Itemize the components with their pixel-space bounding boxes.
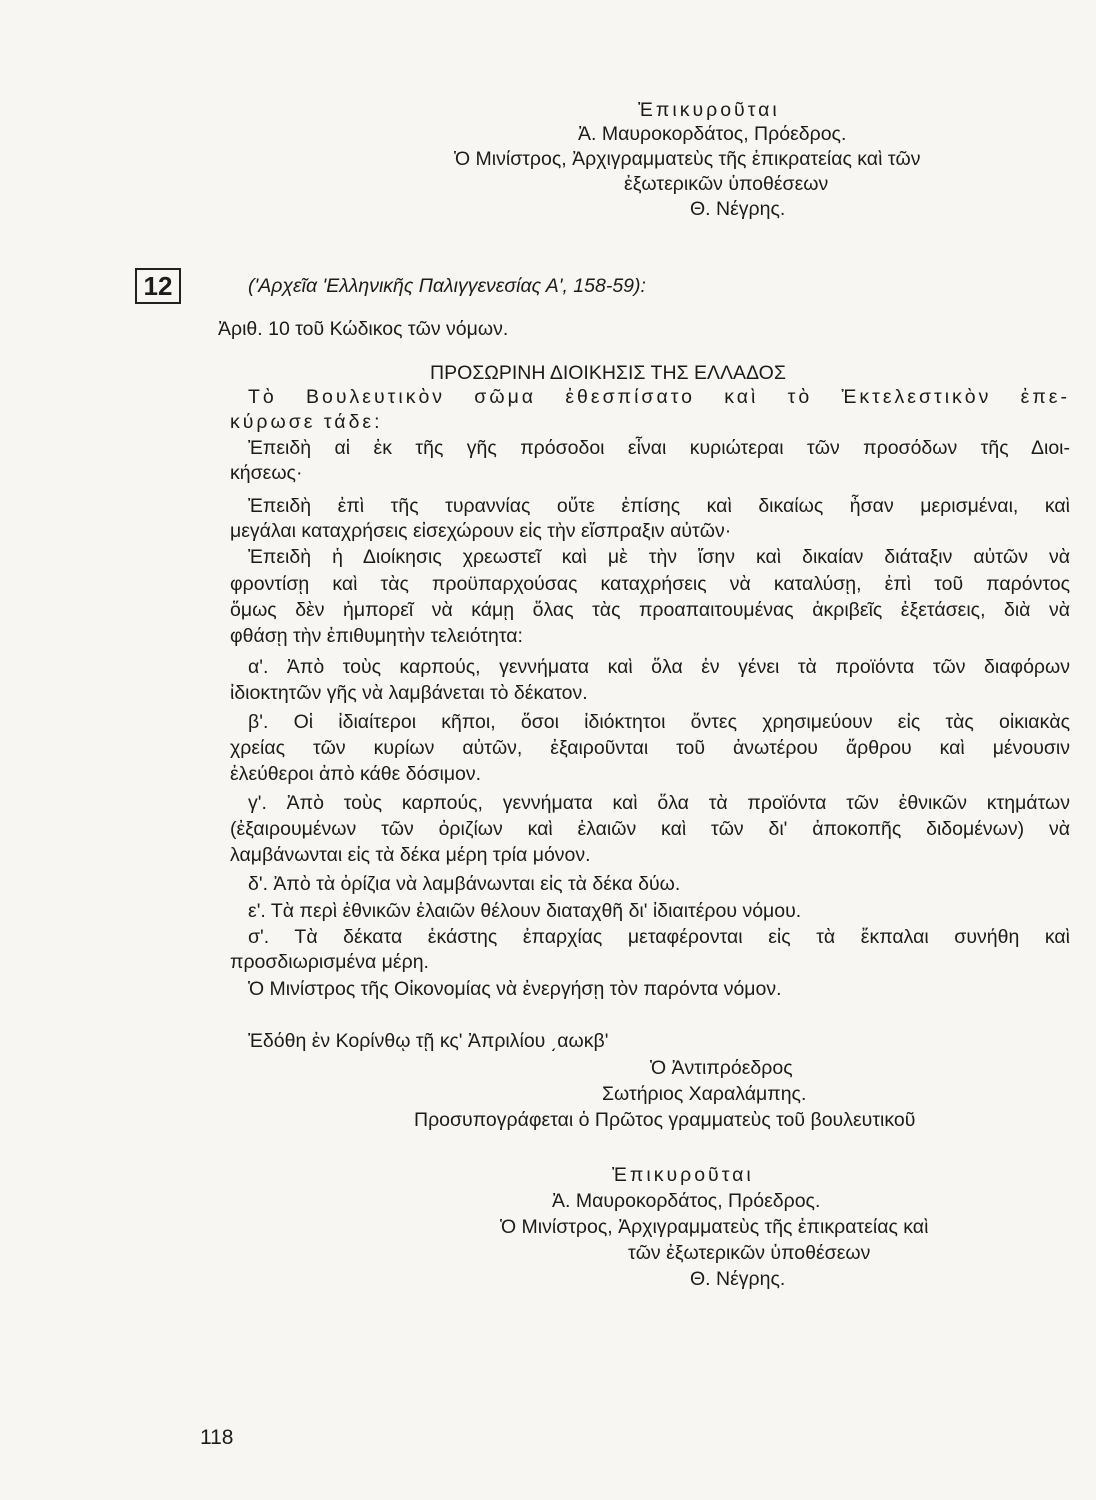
body-line-16: γ'. Ἀπὸ τοὺς καρπούς, γεννήματα καὶ ὅλα τὰ προϊόντα τῶν ἐθνικῶν κτημάτων xyxy=(248,792,1070,814)
minister-title-top-2: ἐξωτερικῶν ὑποθέσεων xyxy=(624,173,829,195)
body-line-4: κήσεως· xyxy=(230,462,303,484)
ratified-heading-bottom: Ἐπικυροῦται xyxy=(612,1164,754,1186)
president-signature-top: Ἀ. Μαυροκορδάτος, Πρόεδρος. xyxy=(578,123,847,145)
body-line-10: φθάσῃ τὴν ἐπιθυμητὴν τελειότητα: xyxy=(230,625,523,647)
body-line-21: σ'. Τὰ δέκατα ἑκάστης ἐπαρχίας μεταφέρονται εἰς τὰ ἔκπαλαι συνήθη καὶ xyxy=(248,926,1070,948)
body-line-1: Τὸ Βουλευτικὸν σῶμα ἐθεσπίσατο καὶ τὸ Ἐκτελεστικὸν ἐπε- xyxy=(248,386,1070,408)
law-number: Ἀριθ. 10 τοῦ Κώδικος τῶν νόμων. xyxy=(218,318,509,340)
body-line-22: προσδιωρισμένα μέρη. xyxy=(230,951,429,973)
body-line-8: φροντίσῃ καὶ τὰς προϋπαρχούσας καταχρήσεις νὰ καταλύσῃ, ἐπὶ τοῦ παρόντος xyxy=(230,573,1070,595)
source-citation: ('Αρχεῖα 'Ελληνικῆς Παλιγγενεσίας Α', 158-59): xyxy=(248,275,646,297)
countersign-line: Προσυπογράφεται ὁ Πρῶτος γραμματεὺς τοῦ βουλευτικοῦ xyxy=(414,1109,916,1131)
minister-signature-top: Θ. Νέγρης. xyxy=(690,198,786,220)
vice-president-name: Σωτήριος Χαραλάμπης. xyxy=(602,1083,807,1105)
body-line-6: μεγάλαι καταχρήσεις εἰσεχώρουν εἰς τὴν εἴσπραξιν αὐτῶν· xyxy=(230,520,732,542)
minister-signature-bottom: Θ. Νέγρης. xyxy=(690,1268,786,1290)
body-line-13: β'. Οἱ ἰδιαίτεροι κῆποι, ὅσοι ἰδιόκτητοι ὄντες χρησιμεύουν εἰς τὰς οἰκιακὰς xyxy=(248,711,1070,733)
body-line-11: α'. Ἀπὸ τοὺς καρπούς, γεννήματα καὶ ὅλα ἐν γένει τὰ προϊόντα τῶν διαφόρων xyxy=(248,656,1070,678)
minister-title-bottom: Ὁ Μινίστρος, Ἀρχιγραμματεὺς τῆς ἐπικρατείας καὶ xyxy=(500,1216,929,1238)
date-line: Ἐδόθη ἐν Κορίνθῳ τῇ κς' Ἀπριλίου ͵αωκβ' xyxy=(248,1030,609,1052)
document-number-box: 12 xyxy=(135,268,181,304)
body-line-19: δ'. Ἀπὸ τὰ ὀρίζια νὰ λαμβάνωνται εἰς τὰ δέκα δύω. xyxy=(248,873,681,895)
body-line-18: λαμβάνωνται εἰς τὰ δέκα μέρη τρία μόνον. xyxy=(230,844,591,866)
body-line-9: ὅμως δὲν ἠμπορεῖ νὰ κάμῃ ὅλας τὰς προαπαιτουμένας ἀκριβεῖς ἐξετάσεις, διὰ νὰ xyxy=(230,599,1070,621)
vice-president-title: Ὁ Ἀντιπρόεδρος xyxy=(650,1057,793,1079)
body-line-7: Ἐπειδὴ ἡ Διοίκησις χρεωστεῖ καὶ μὲ τὴν ἴσην καὶ δικαίαν διάταξιν αὐτῶν νὰ xyxy=(248,546,1070,568)
president-signature-bottom: Ἀ. Μαυροκορδάτος, Πρόεδρος. xyxy=(552,1190,821,1212)
body-line-15: ἐλεύθεροι ἀπὸ κάθε δόσιμον. xyxy=(230,763,482,785)
body-line-12: ἰδιοκτητῶν γῆς νὰ λαμβάνεται τὸ δέκατον. xyxy=(230,682,588,704)
page-number: 118 xyxy=(200,1426,234,1449)
minister-title-top: Ὁ Μινίστρος, Ἀρχιγραμματεὺς τῆς ἐπικρατείας καὶ τῶν xyxy=(454,148,921,170)
minister-title-bottom-2: τῶν ἐξωτερικῶν ὑποθέσεων xyxy=(628,1242,871,1264)
document-heading: ΠΡΟΣΩΡΙΝΗ ΔΙΟΙΚΗΣΙΣ ΤΗΣ ΕΛΛΑΔΟΣ xyxy=(430,362,786,384)
body-line-23: Ὁ Μινίστρος τῆς Οἰκονομίας νὰ ἐνεργήσῃ τὸν παρόντα νόμον. xyxy=(248,978,782,1000)
body-line-14: χρείας τῶν κυρίων αὐτῶν, ἐξαιροῦνται τοῦ ἀνωτέρου ἄρθρου καὶ μένουσιν xyxy=(230,737,1070,759)
body-line-2: κύρωσε τάδε: xyxy=(230,411,383,433)
body-line-17: (ἐξαιρουμένων τῶν ὀριζίων καὶ ἐλαιῶν καὶ τῶν δι' ἀποκοπῆς διδομένων) νὰ xyxy=(230,818,1070,840)
body-line-20: ε'. Τὰ περὶ ἐθνικῶν ἐλαιῶν θέλουν διαταχθῆ δι' ἰδιαιτέρου νόμου. xyxy=(248,900,802,922)
body-line-3: Ἐπειδὴ αἱ ἐκ τῆς γῆς πρόσοδοι εἶναι κυριώτεραι τῶν προσόδων τῆς Διοι- xyxy=(248,437,1070,459)
ratified-heading-top: Ἐπικυροῦται xyxy=(638,99,780,121)
body-line-5: Ἐπειδὴ ἐπὶ τῆς τυραννίας οὔτε ἐπίσης καὶ δικαίως ἦσαν μερισμέναι, καὶ xyxy=(248,495,1070,517)
